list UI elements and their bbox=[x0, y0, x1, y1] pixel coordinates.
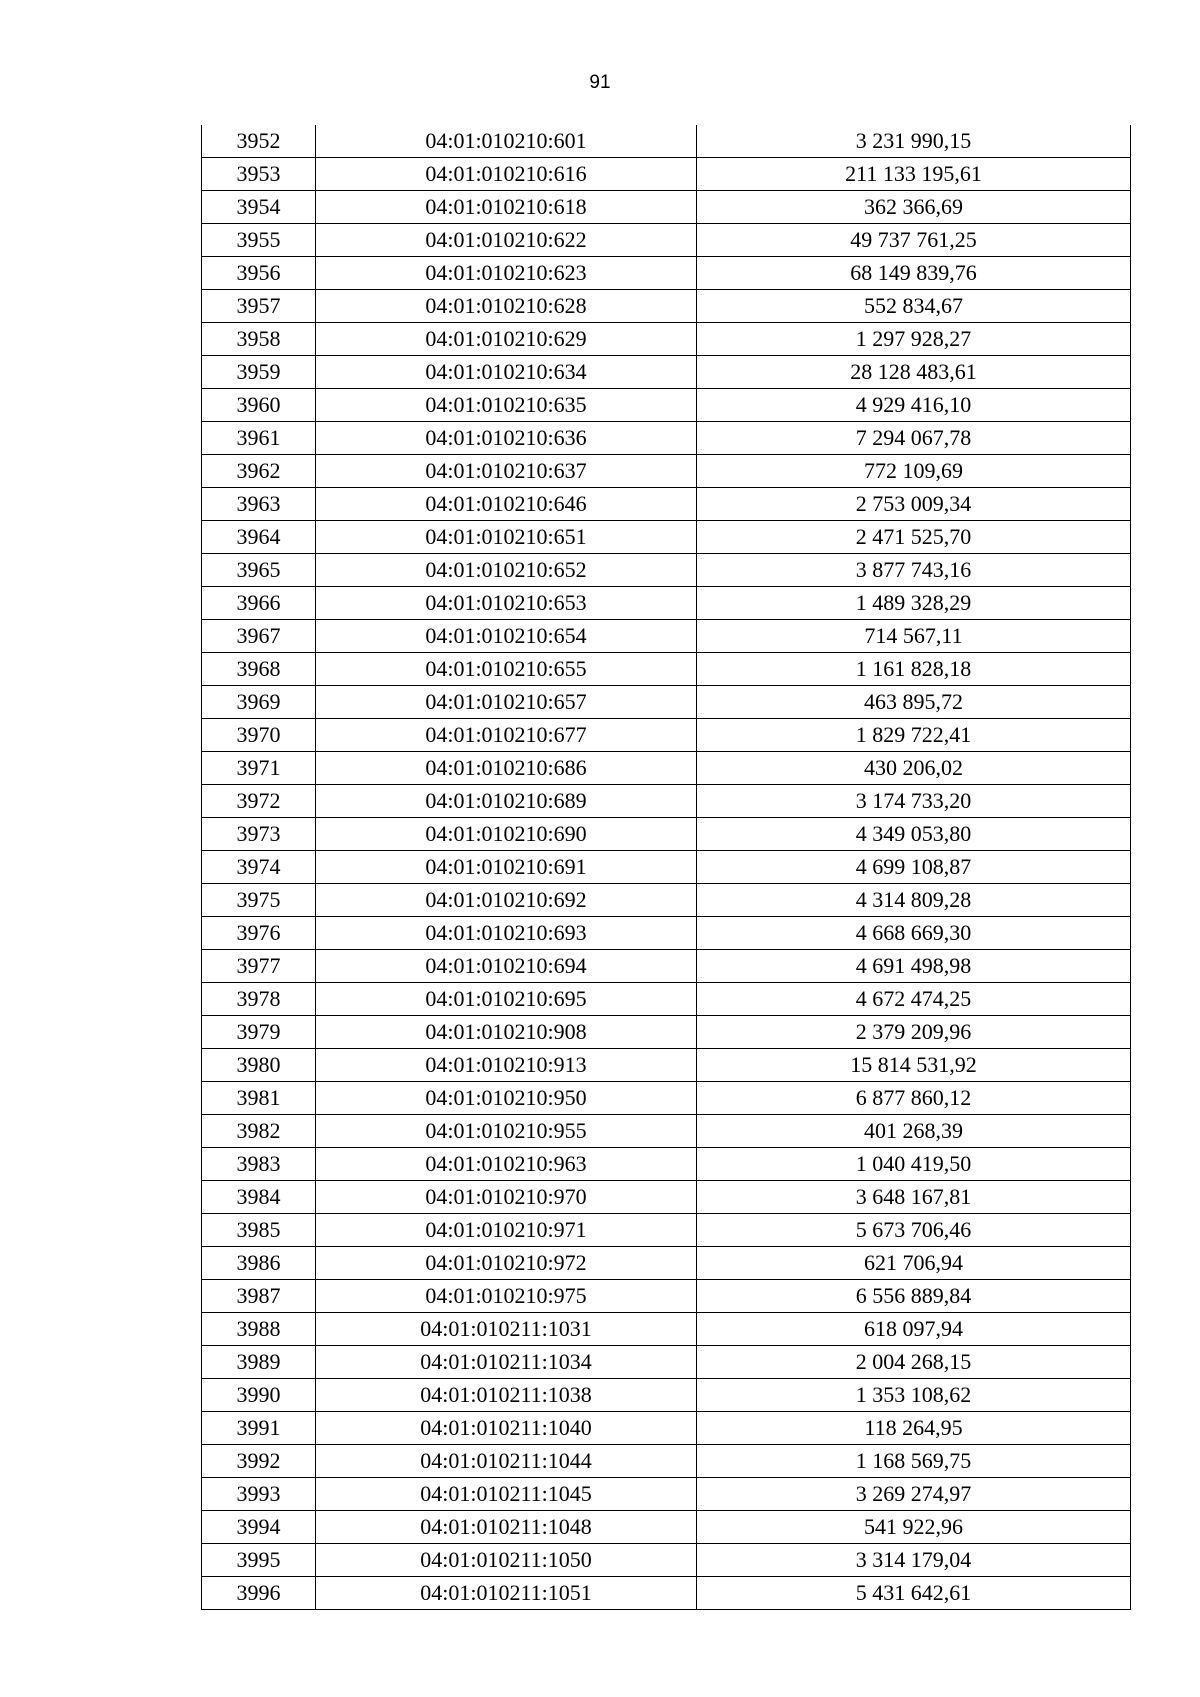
cadastral-value-cell: 2 004 268,15 bbox=[697, 1346, 1131, 1379]
table-row bbox=[202, 587, 1131, 620]
cadastral-value-cell: 118 264,95 bbox=[697, 1412, 1131, 1445]
row-number-cell: 3991 bbox=[202, 1412, 316, 1445]
row-number-cell: 3958 bbox=[202, 323, 316, 356]
cadastral-number-cell: 04:01:010211:1051 bbox=[316, 1577, 697, 1610]
cadastral-number-cell: 04:01:010210:692 bbox=[316, 884, 697, 917]
table-row bbox=[202, 389, 1131, 422]
row-number-cell: 3955 bbox=[202, 224, 316, 257]
table-row bbox=[202, 851, 1131, 884]
table-row bbox=[202, 917, 1131, 950]
table-row bbox=[202, 257, 1131, 290]
row-number-cell: 3978 bbox=[202, 983, 316, 1016]
row-number-cell: 3976 bbox=[202, 917, 316, 950]
table-row bbox=[202, 455, 1131, 488]
table-row bbox=[202, 1511, 1131, 1544]
cadastral-value-cell: 1 161 828,18 bbox=[697, 653, 1131, 686]
cadastral-number-cell: 04:01:010210:646 bbox=[316, 488, 697, 521]
table-row bbox=[202, 752, 1131, 785]
cadastral-number-cell: 04:01:010210:652 bbox=[316, 554, 697, 587]
cadastral-number-cell: 04:01:010210:955 bbox=[316, 1115, 697, 1148]
table-row bbox=[202, 1049, 1131, 1082]
row-number-cell: 3980 bbox=[202, 1049, 316, 1082]
cadastral-value-cell: 1 297 928,27 bbox=[697, 323, 1131, 356]
table-row bbox=[202, 1313, 1131, 1346]
cadastral-number-cell: 04:01:010211:1050 bbox=[316, 1544, 697, 1577]
cadastral-number-cell: 04:01:010210:628 bbox=[316, 290, 697, 323]
cadastral-number-cell: 04:01:010210:686 bbox=[316, 752, 697, 785]
row-number-cell: 3957 bbox=[202, 290, 316, 323]
row-number-cell: 3986 bbox=[202, 1247, 316, 1280]
page-number: 91 bbox=[589, 72, 611, 93]
cadastral-number-cell: 04:01:010211:1038 bbox=[316, 1379, 697, 1412]
cadastral-number-cell: 04:01:010210:618 bbox=[316, 191, 697, 224]
cadastral-number-cell: 04:01:010210:913 bbox=[316, 1049, 697, 1082]
cadastral-number-cell: 04:01:010211:1045 bbox=[316, 1478, 697, 1511]
cadastral-number-cell: 04:01:010210:654 bbox=[316, 620, 697, 653]
row-number-cell: 3967 bbox=[202, 620, 316, 653]
table-row bbox=[202, 158, 1131, 191]
table-row bbox=[202, 818, 1131, 851]
cadastral-value-cell: 362 366,69 bbox=[697, 191, 1131, 224]
cadastral-value-cell: 4 929 416,10 bbox=[697, 389, 1131, 422]
cadastral-value-cell: 2 471 525,70 bbox=[697, 521, 1131, 554]
cadastral-value-cell: 4 691 498,98 bbox=[697, 950, 1131, 983]
cadastral-value-cell: 6 877 860,12 bbox=[697, 1082, 1131, 1115]
cadastral-number-cell: 04:01:010210:689 bbox=[316, 785, 697, 818]
row-number-cell: 3994 bbox=[202, 1511, 316, 1544]
row-number-cell: 3981 bbox=[202, 1082, 316, 1115]
table-row bbox=[202, 950, 1131, 983]
cadastral-value-cell: 5 431 642,61 bbox=[697, 1577, 1131, 1610]
table-row bbox=[202, 125, 1131, 158]
cadastral-number-cell: 04:01:010210:655 bbox=[316, 653, 697, 686]
cadastral-value-cell: 1 829 722,41 bbox=[697, 719, 1131, 752]
cadastral-value-cell: 2 379 209,96 bbox=[697, 1016, 1131, 1049]
row-number-cell: 3989 bbox=[202, 1346, 316, 1379]
row-number-cell: 3965 bbox=[202, 554, 316, 587]
table-row bbox=[202, 1115, 1131, 1148]
cadastral-value-cell: 15 814 531,92 bbox=[697, 1049, 1131, 1082]
cadastral-value-cell: 7 294 067,78 bbox=[697, 422, 1131, 455]
table-row bbox=[202, 1544, 1131, 1577]
row-number-cell: 3953 bbox=[202, 158, 316, 191]
cadastral-value-cell: 3 269 274,97 bbox=[697, 1478, 1131, 1511]
row-number-cell: 3964 bbox=[202, 521, 316, 554]
cadastral-value-cell: 4 349 053,80 bbox=[697, 818, 1131, 851]
cadastral-value-cell: 3 314 179,04 bbox=[697, 1544, 1131, 1577]
row-number-cell: 3995 bbox=[202, 1544, 316, 1577]
table-row bbox=[202, 1577, 1131, 1610]
cadastral-value-cell: 772 109,69 bbox=[697, 455, 1131, 488]
cadastral-number-cell: 04:01:010210:971 bbox=[316, 1214, 697, 1247]
table-row bbox=[202, 1082, 1131, 1115]
cadastral-number-cell: 04:01:010210:694 bbox=[316, 950, 697, 983]
table-row bbox=[202, 488, 1131, 521]
row-number-cell: 3970 bbox=[202, 719, 316, 752]
table-row bbox=[202, 620, 1131, 653]
table-row bbox=[202, 521, 1131, 554]
cadastral-number-cell: 04:01:010210:635 bbox=[316, 389, 697, 422]
table-row bbox=[202, 323, 1131, 356]
cadastral-number-cell: 04:01:010210:651 bbox=[316, 521, 697, 554]
table-row bbox=[202, 191, 1131, 224]
cadastral-value-cell: 3 231 990,15 bbox=[697, 125, 1131, 158]
cadastral-value-table bbox=[201, 125, 1131, 1610]
row-number-cell: 3985 bbox=[202, 1214, 316, 1247]
row-number-cell: 3963 bbox=[202, 488, 316, 521]
row-number-cell: 3972 bbox=[202, 785, 316, 818]
cadastral-value-cell: 6 556 889,84 bbox=[697, 1280, 1131, 1313]
cadastral-number-cell: 04:01:010211:1031 bbox=[316, 1313, 697, 1346]
row-number-cell: 3954 bbox=[202, 191, 316, 224]
cadastral-number-cell: 04:01:010210:601 bbox=[316, 125, 697, 158]
row-number-cell: 3984 bbox=[202, 1181, 316, 1214]
cadastral-number-cell: 04:01:010210:637 bbox=[316, 455, 697, 488]
cadastral-number-cell: 04:01:010210:970 bbox=[316, 1181, 697, 1214]
cadastral-number-cell: 04:01:010210:908 bbox=[316, 1016, 697, 1049]
cadastral-value-cell: 68 149 839,76 bbox=[697, 257, 1131, 290]
cadastral-value-cell: 4 699 108,87 bbox=[697, 851, 1131, 884]
row-number-cell: 3990 bbox=[202, 1379, 316, 1412]
cadastral-value-cell: 618 097,94 bbox=[697, 1313, 1131, 1346]
cadastral-value-cell: 49 737 761,25 bbox=[697, 224, 1131, 257]
row-number-cell: 3969 bbox=[202, 686, 316, 719]
cadastral-number-cell: 04:01:010210:963 bbox=[316, 1148, 697, 1181]
table-row bbox=[202, 1247, 1131, 1280]
row-number-cell: 3968 bbox=[202, 653, 316, 686]
cadastral-value-cell: 3 174 733,20 bbox=[697, 785, 1131, 818]
row-number-cell: 3982 bbox=[202, 1115, 316, 1148]
table-row bbox=[202, 1346, 1131, 1379]
cadastral-value-cell: 541 922,96 bbox=[697, 1511, 1131, 1544]
table-row bbox=[202, 422, 1131, 455]
cadastral-number-cell: 04:01:010210:623 bbox=[316, 257, 697, 290]
cadastral-number-cell: 04:01:010210:629 bbox=[316, 323, 697, 356]
row-number-cell: 3988 bbox=[202, 1313, 316, 1346]
table-row bbox=[202, 1412, 1131, 1445]
cadastral-number-cell: 04:01:010211:1044 bbox=[316, 1445, 697, 1478]
table-row bbox=[202, 1280, 1131, 1313]
cadastral-value-cell: 28 128 483,61 bbox=[697, 356, 1131, 389]
cadastral-number-cell: 04:01:010210:634 bbox=[316, 356, 697, 389]
cadastral-value-cell: 4 672 474,25 bbox=[697, 983, 1131, 1016]
cadastral-number-cell: 04:01:010211:1048 bbox=[316, 1511, 697, 1544]
row-number-cell: 3977 bbox=[202, 950, 316, 983]
cadastral-value-cell: 5 673 706,46 bbox=[697, 1214, 1131, 1247]
table-row bbox=[202, 983, 1131, 1016]
cadastral-number-cell: 04:01:010210:691 bbox=[316, 851, 697, 884]
row-number-cell: 3962 bbox=[202, 455, 316, 488]
table-row bbox=[202, 884, 1131, 917]
cadastral-number-cell: 04:01:010210:690 bbox=[316, 818, 697, 851]
row-number-cell: 3966 bbox=[202, 587, 316, 620]
row-number-cell: 3952 bbox=[202, 125, 316, 158]
row-number-cell: 3983 bbox=[202, 1148, 316, 1181]
row-number-cell: 3979 bbox=[202, 1016, 316, 1049]
row-number-cell: 3973 bbox=[202, 818, 316, 851]
cadastral-number-cell: 04:01:010210:972 bbox=[316, 1247, 697, 1280]
table-row bbox=[202, 1214, 1131, 1247]
cadastral-number-cell: 04:01:010210:636 bbox=[316, 422, 697, 455]
row-number-cell: 3996 bbox=[202, 1577, 316, 1610]
cadastral-value-cell: 621 706,94 bbox=[697, 1247, 1131, 1280]
cadastral-number-cell: 04:01:010210:975 bbox=[316, 1280, 697, 1313]
table-row bbox=[202, 1478, 1131, 1511]
cadastral-value-cell: 1 489 328,29 bbox=[697, 587, 1131, 620]
cadastral-number-cell: 04:01:010210:693 bbox=[316, 917, 697, 950]
table-row bbox=[202, 1379, 1131, 1412]
cadastral-value-cell: 1 168 569,75 bbox=[697, 1445, 1131, 1478]
row-number-cell: 3974 bbox=[202, 851, 316, 884]
cadastral-value-cell: 463 895,72 bbox=[697, 686, 1131, 719]
cadastral-value-cell: 4 668 669,30 bbox=[697, 917, 1131, 950]
row-number-cell: 3971 bbox=[202, 752, 316, 785]
cadastral-number-cell: 04:01:010211:1034 bbox=[316, 1346, 697, 1379]
row-number-cell: 3956 bbox=[202, 257, 316, 290]
cadastral-value-cell: 1 353 108,62 bbox=[697, 1379, 1131, 1412]
cadastral-value-cell: 552 834,67 bbox=[697, 290, 1131, 323]
cadastral-number-cell: 04:01:010210:622 bbox=[316, 224, 697, 257]
table-row bbox=[202, 356, 1131, 389]
table-row bbox=[202, 653, 1131, 686]
table-row bbox=[202, 554, 1131, 587]
cadastral-value-cell: 2 753 009,34 bbox=[697, 488, 1131, 521]
table-row bbox=[202, 1181, 1131, 1214]
table-row bbox=[202, 686, 1131, 719]
cadastral-value-cell: 211 133 195,61 bbox=[697, 158, 1131, 191]
row-number-cell: 3987 bbox=[202, 1280, 316, 1313]
table-body bbox=[202, 125, 1131, 1610]
cadastral-value-cell: 4 314 809,28 bbox=[697, 884, 1131, 917]
table-row bbox=[202, 1016, 1131, 1049]
table-row bbox=[202, 290, 1131, 323]
cadastral-value-cell: 401 268,39 bbox=[697, 1115, 1131, 1148]
cadastral-value-cell: 430 206,02 bbox=[697, 752, 1131, 785]
cadastral-number-cell: 04:01:010210:695 bbox=[316, 983, 697, 1016]
table-row bbox=[202, 1445, 1131, 1478]
row-number-cell: 3960 bbox=[202, 389, 316, 422]
cadastral-number-cell: 04:01:010210:677 bbox=[316, 719, 697, 752]
cadastral-value-cell: 3 877 743,16 bbox=[697, 554, 1131, 587]
cadastral-value-cell: 714 567,11 bbox=[697, 620, 1131, 653]
row-number-cell: 3992 bbox=[202, 1445, 316, 1478]
row-number-cell: 3959 bbox=[202, 356, 316, 389]
table-row bbox=[202, 719, 1131, 752]
row-number-cell: 3961 bbox=[202, 422, 316, 455]
table-row bbox=[202, 785, 1131, 818]
table-row bbox=[202, 1148, 1131, 1181]
cadastral-number-cell: 04:01:010210:653 bbox=[316, 587, 697, 620]
cadastral-number-cell: 04:01:010211:1040 bbox=[316, 1412, 697, 1445]
row-number-cell: 3975 bbox=[202, 884, 316, 917]
cadastral-value-cell: 1 040 419,50 bbox=[697, 1148, 1131, 1181]
table-row bbox=[202, 224, 1131, 257]
cadastral-value-cell: 3 648 167,81 bbox=[697, 1181, 1131, 1214]
cadastral-number-cell: 04:01:010210:950 bbox=[316, 1082, 697, 1115]
row-number-cell: 3993 bbox=[202, 1478, 316, 1511]
cadastral-number-cell: 04:01:010210:657 bbox=[316, 686, 697, 719]
cadastral-number-cell: 04:01:010210:616 bbox=[316, 158, 697, 191]
